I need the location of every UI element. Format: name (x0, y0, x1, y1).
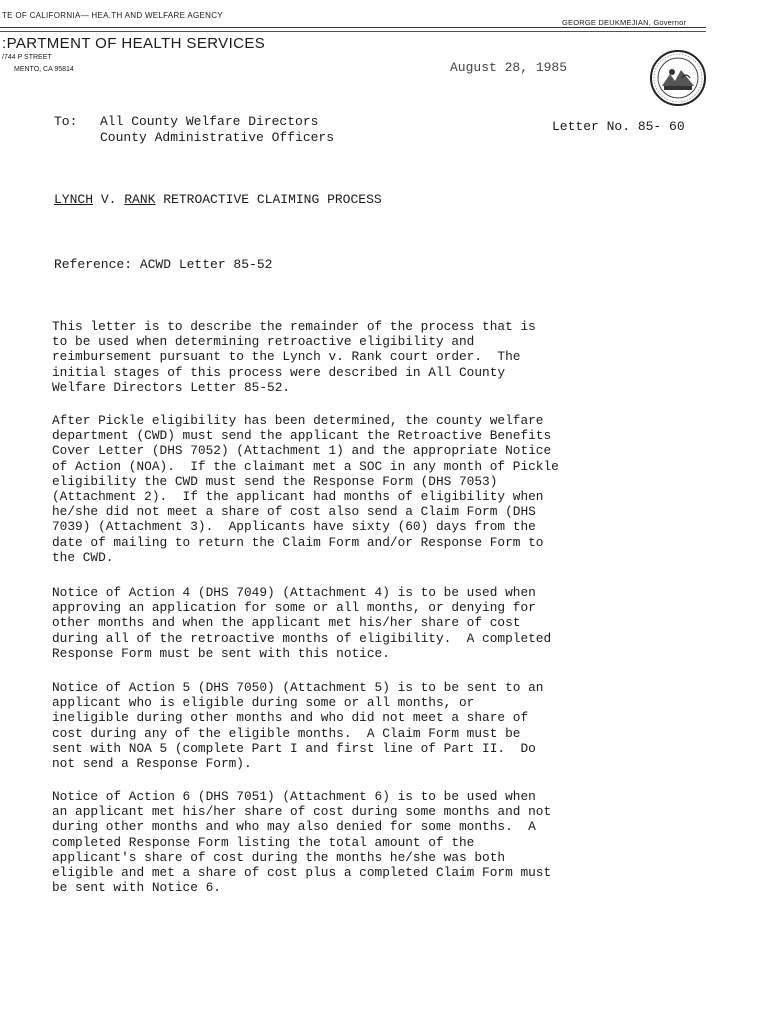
subject-versus: V. (93, 192, 125, 207)
body-paragraph: Notice of Action 5 (DHS 7050) (Attachment 5) is to be sent to an applicant who is eligible during some or all months, or ineligible during other months and who did not meet a share of cost during any of the eligible months. A Claim Form must be sent with NOA 5 (complete Part I and first line of Part II. Do not send a Response Form). (52, 680, 544, 772)
to-label: To: (54, 114, 78, 129)
city-address: MENTO, CA 95814 (14, 66, 74, 73)
body-paragraph: This letter is to describe the remainder of the process that is to be used when determining retroactive eligibility and reimbursement pursuant to the Lynch v. Rank court order. The initial stages of this process were described in All County Welfare Directors Letter 85-52. (52, 319, 536, 395)
subject-case-name-a: LYNCH (54, 192, 94, 207)
body-paragraph: After Pickle eligibility has been determined, the county welfare department (CWD) must send the applicant the Retroactive Benefits Cover Letter (DHS 7052) (Attachment 1) and the appropriate Notice of Action (NOA). If the claimant met a SOC in any month of Pickle eligibility the CWD must send the Response Form (DHS 7053) (Attachment 2). If the applicant had months of eligibility when he/she did not meet a share of cost also send a Claim Form (DHS 7039) (Attachment 3). Applicants have sixty (60) days from the date of mailing to return the Claim Form and/or Response Form to the CWD. (52, 413, 559, 565)
header-rule-secondary (0, 31, 706, 32)
subject-case-name-b: RANK (124, 192, 156, 207)
street-address: /744 P STREET (2, 54, 52, 61)
body-paragraph: Notice of Action 6 (DHS 7051) (Attachment 6) is to be used when an applicant met his/her share of cost during some months and not during other months and who may also denied for some months. A completed Response Form listing the total amount of the applicant's share of cost during the months he/she was both eligible and met a share of cost plus a completed Claim Form must be sent with Notice 6. (52, 789, 552, 896)
recipient-line: County Administrative Officers (100, 130, 335, 145)
letter-date: August 28, 1985 (450, 60, 568, 75)
subject-line (54, 192, 382, 207)
agency-name: TE OF CALIFORNIA— HEA.TH AND WELFARE AGENCY (2, 11, 223, 20)
body-paragraph: Notice of Action 4 (DHS 7049) (Attachment 4) is to be used when approving an application for some or all months, or denying for other months and when the applicant met his/her share of cost during all of the retroactive months of eligibility. A completed Response Form must be sent with this notice. (52, 585, 552, 661)
reference-line: Reference: ACWD Letter 85-52 (54, 257, 273, 272)
state-seal-icon (648, 48, 708, 108)
recipient-line: All County Welfare Directors (100, 114, 319, 129)
governor-name: GEORGE DEUKMEJIAN, Governor (562, 18, 687, 27)
subject-rest: RETROACTIVE CLAIMING PROCESS (155, 192, 382, 207)
letter-number: Letter No. 85- 60 (552, 119, 685, 134)
department-name: :PARTMENT OF HEALTH SERVICES (2, 35, 266, 52)
header-rule (0, 27, 706, 28)
